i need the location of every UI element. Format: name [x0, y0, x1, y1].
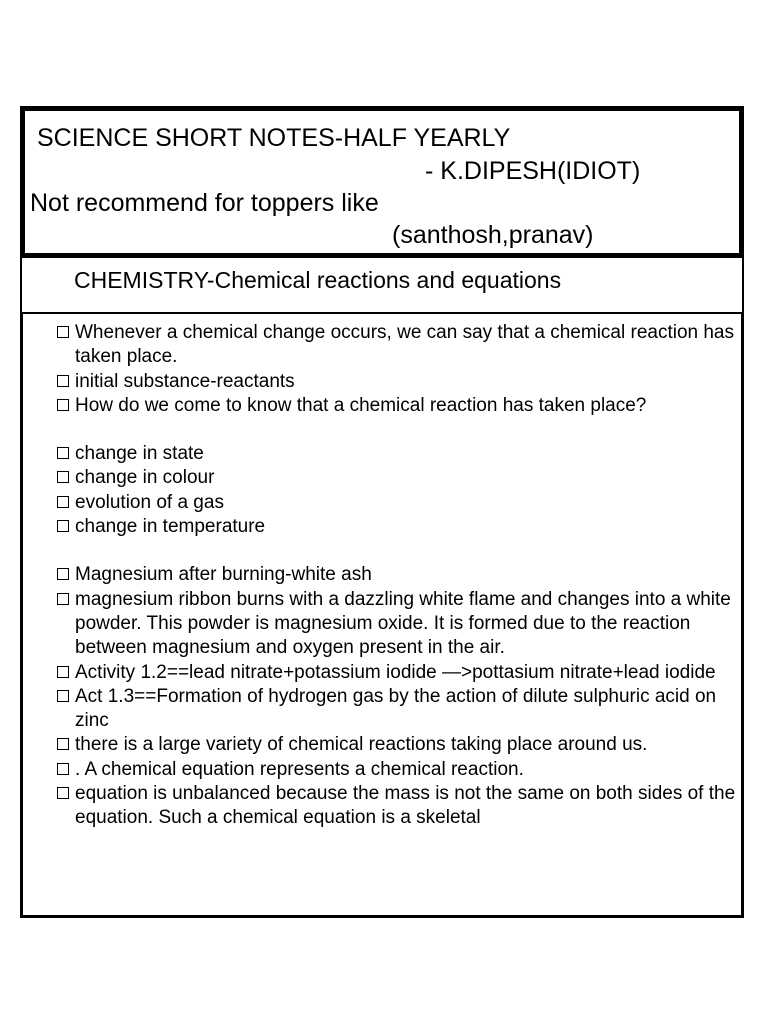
document-frame — [20, 106, 744, 918]
checkbox-icon — [57, 568, 69, 580]
header-box — [20, 106, 744, 258]
section-header-box — [20, 258, 744, 314]
list-item — [53, 466, 743, 490]
doc-note-line2: (santhosh,pranav) — [392, 221, 594, 249]
note-text: How do we come to know that a chemical reaction has taken place? — [75, 394, 647, 416]
checkbox-icon — [57, 447, 69, 459]
note-text: equation is unbalanced because the mass is not the same on both sides of the equation. Such a chemical equation is a skeletal — [75, 783, 736, 829]
note-text: change in colour — [75, 467, 215, 489]
note-text: evolution of a gas — [75, 491, 224, 513]
checkbox-icon — [57, 690, 69, 702]
list-item — [53, 442, 743, 466]
list-item — [53, 782, 743, 831]
checkbox-icon — [57, 326, 69, 338]
note-text: magnesium ribbon burns with a dazzling white flame and changes into a white powder. This powder is magnesium oxide. It is formed due to the reaction between magnesium and oxygen present in the air. — [75, 588, 731, 659]
note-text: initial substance-reactants — [75, 370, 295, 392]
note-text: Activity 1.2==lead nitrate+potassium iodide —>pottasium nitrate+lead iodide — [75, 661, 716, 683]
checkbox-icon — [57, 593, 69, 605]
note-text: change in temperature — [75, 516, 266, 538]
checkbox-icon — [57, 666, 69, 678]
checkbox-icon — [57, 375, 69, 387]
list-item — [53, 515, 743, 539]
list-item — [53, 321, 743, 370]
list-item — [53, 370, 743, 394]
checkbox-icon — [57, 763, 69, 775]
note-text: Act 1.3==Formation of hydrogen gas by the action of dilute sulphuric acid on zinc — [75, 685, 717, 732]
list-item — [53, 394, 743, 418]
note-text: Magnesium after burning-white ash — [75, 564, 372, 586]
list-item — [53, 758, 743, 782]
checkbox-icon — [57, 520, 69, 532]
list-item — [53, 661, 743, 685]
checkbox-icon — [57, 738, 69, 750]
note-text: . A chemical equation represents a chemical reaction. — [75, 758, 524, 780]
list-item — [53, 491, 743, 515]
section-title: CHEMISTRY-Chemical reactions and equations — [74, 267, 562, 293]
checkbox-icon — [57, 787, 69, 799]
checkbox-icon — [57, 399, 69, 411]
list-item — [53, 733, 743, 757]
checkbox-icon — [57, 471, 69, 483]
doc-title: SCIENCE SHORT NOTES-HALF YEARLY — [37, 124, 511, 152]
notes-list — [53, 321, 743, 831]
note-text: change in state — [75, 443, 204, 465]
list-item — [53, 563, 743, 587]
note-text: there is a large variety of chemical reactions taking place around us. — [75, 734, 648, 756]
checkbox-icon — [57, 496, 69, 508]
list-item — [53, 685, 743, 734]
note-text: Whenever a chemical change occurs, we can say that a chemical reaction has taken place. — [75, 322, 734, 368]
doc-author: - K.DIPESH(IDIOT) — [425, 157, 641, 185]
doc-note-line1: Not recommend for toppers like — [30, 189, 379, 217]
notes-box — [20, 314, 744, 918]
list-item — [53, 588, 743, 661]
